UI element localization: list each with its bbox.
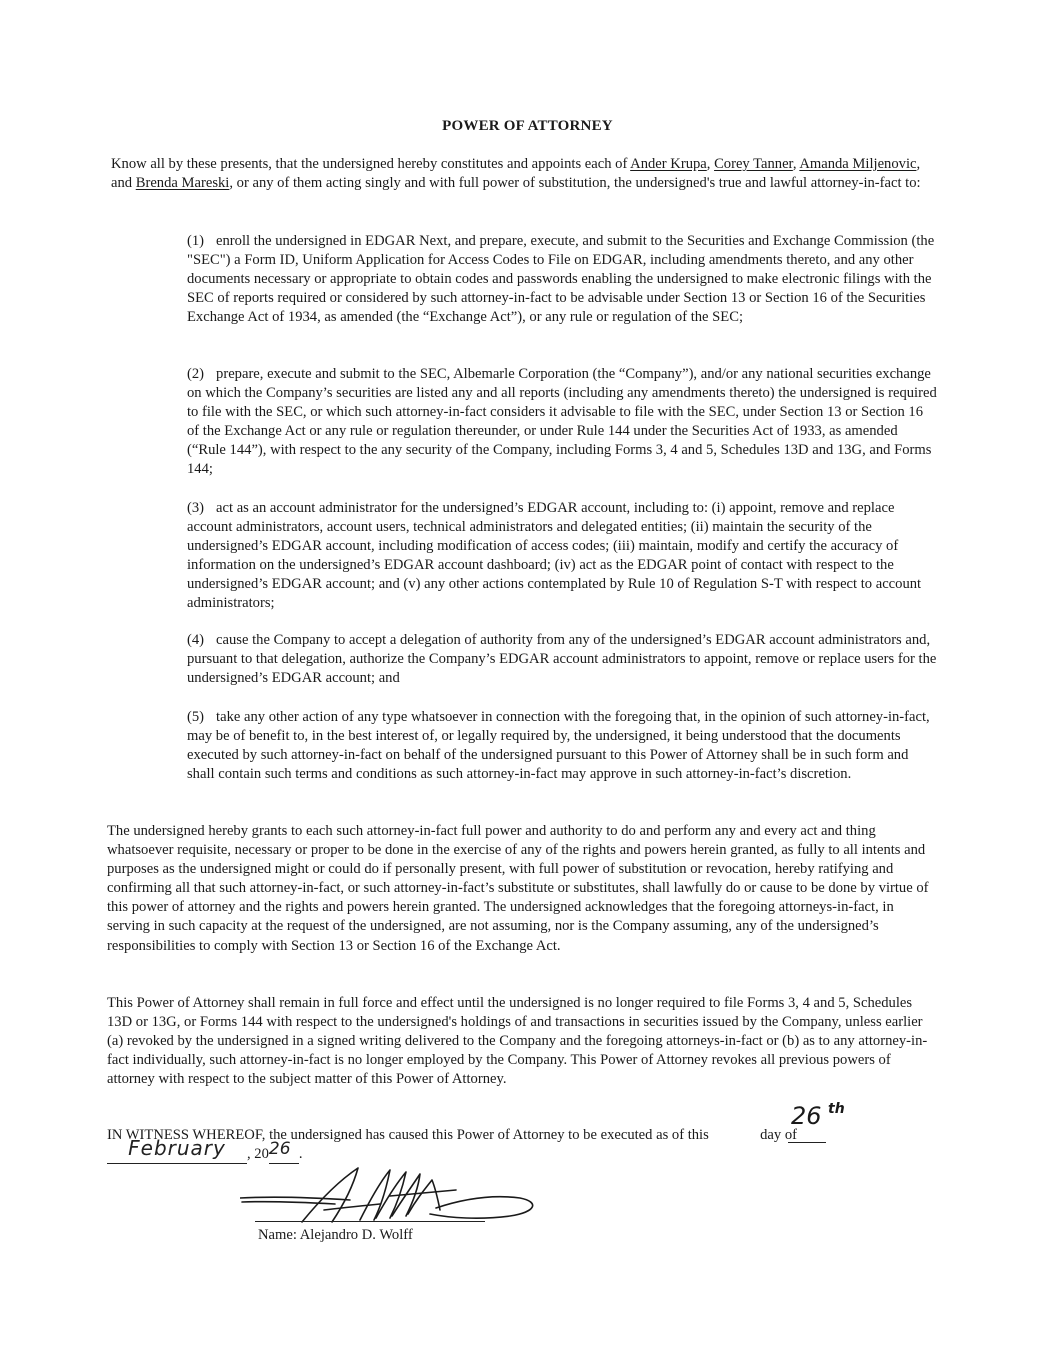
attorney-name-3: Amanda Miljenovic: [799, 156, 917, 172]
handwritten-month: February: [128, 1136, 226, 1160]
handwritten-day: 26: [791, 1102, 822, 1130]
intro-text-start: Know all by these presents, that the undersigned hereby constitutes and appoints each of: [111, 156, 631, 172]
item-text: take any other action of any type whatsoever in connection with the foregoing that, in the opinion of such attorney-in-fact, may be of benefit to, in the best interest of, or legally required by, the undersigned, it being understood that the documents executed by such attorney-in-fact on behalf of the undersigned pursuant to this Power of Attorney shall be in such form and shall contain such terms and conditions as such attorney-in-fact may approve in such attorney-in-fact’s discretion.: [187, 709, 930, 783]
attorney-name-2: Corey Tanner: [714, 156, 793, 172]
item-text: act as an account administrator for the undersigned’s EDGAR account, including to: (i) appoint, remove and replace account administrators, account users, technical administrators and delegated entities; (ii) maintain the security of the undersigned’s EDGAR account, including modification of access codes; (iii) maintain, modify and certify the accuracy of information on the undersigned’s EDGAR account dashboard; (iv) act as the EDGAR point of contact with respect to the undersigned’s EDGAR account; and (v) any other actions contemplated by Rule 10 of Regulation S-T with respect to account administrators;: [187, 500, 922, 612]
attorney-name-1: Ander Krupa: [630, 156, 707, 172]
item-text: prepare, execute and submit to the SEC, Albemarle Corporation (the “Company”), and/or any national securities exchange on which the Company’s securities are listed any and all reports (including any amendments thereto) the undersigned is required to file with the SEC, or which such attorney-in-fact considers it advisable to file with the SEC, under Section 13 or Section 16 of the Exchange Act or any rule or regulation thereunder, or under Rule 144 under the Securities Act of 1933, as amended (“Rule 144”), with respect to the any security of the Company, including Forms 3, 4 and 5, Schedules 13D and 13G, and Forms 144;: [187, 366, 937, 478]
item-number: (3): [187, 500, 205, 516]
year-suffix: .: [298, 1145, 303, 1162]
intro-sep: ,: [792, 156, 800, 172]
item-number: (5): [187, 709, 205, 725]
grant-paragraph: The undersigned hereby grants to each such attorney-in-fact full power and authority to do and perform any and every act and thing whatsoever requisite, necessary or proper to be done in the exercise of any of the rights and powers herein granted, as fully to all intents and purposes as the undersigned might or could do if personally present, with full power of substitution or revocation, hereby ratifying and confirming all that such attorney-in-fact, or such attorney-in-fact’s substitute or substitutes, shall lawfully do or cause to be done by virtue of this power of attorney and the rights and powers herein granted. The undersigned acknowledges that the foregoing attorneys-in-fact, in serving in such capacity at the request of the undersigned, are not assuming, nor is the Company assuming, any of the undersigned’s responsibilities to comply with Section 13 or Section 16 of the Exchange Act.: [107, 823, 929, 954]
power-item-3: [187, 499, 937, 614]
intro-sep: ,: [706, 156, 715, 172]
attorney-name-4: Brenda Mareski: [135, 175, 230, 192]
witness-text-after: day of: [756, 1127, 797, 1143]
month-blank: [107, 1136, 247, 1164]
document-title: POWER OF ATTORNEY: [442, 118, 613, 134]
power-item-5: [187, 708, 937, 784]
power-item-4: [187, 631, 937, 688]
signatory-name: Name: Alejandro D. Wolff: [258, 1227, 413, 1243]
power-item-2: [187, 365, 937, 480]
duration-paragraph: This Power of Attorney shall remain in full force and effect until the undersigned is no longer required to file Forms 3, 4 and 5, Schedules 13D or 13G, or Forms 144 with respect to the undersigned's holdings of and transactions in securities issued by the Company, unless earlier (a) revoked by the undersigned in a signed writing delivered to the Company and the foregoing attorneys-in-fact or (b) as to any attorney-in-fact individually, such attorney-in-fact is no longer employed by the Company. This Power of Attorney revokes all previous powers of attorney with respect to the subject matter of this Power of Attorney.: [107, 995, 928, 1088]
item-number: (4): [187, 632, 205, 648]
item-number: (1): [187, 233, 205, 249]
intro-sep: , and: [111, 156, 921, 192]
handwritten-day-suffix: th: [828, 1101, 845, 1117]
signature-line: [255, 1221, 485, 1222]
intro-text-end: , or any of them acting singly and with full power of substitution, the undersigned's true and lawful attorney-in-fact to:: [229, 175, 921, 192]
item-number: (2): [187, 366, 205, 382]
item-text: enroll the undersigned in EDGAR Next, and prepare, execute, and submit to the Securities and Exchange Commission (the "SEC") a Form ID, Uniform Application for Access Codes to File on EDGAR, including amendments thereto, and any other documents necessary or appropriate to obtain codes and passwords enabling the undersigned to make electronic filings with the SEC of reports required or considered by such attorney-in-fact to be advisable under Section 13 or Section 16 of the Securities Exchange Act of 1934, as amended (the “Exchange Act”), or any rule or regulation of the SEC;: [187, 233, 935, 326]
year-prefix: , 20: [247, 1145, 269, 1162]
item-text: cause the Company to accept a delegation of authority from any of the undersigned’s EDGAR account administrators and, pursuant to that delegation, authorize the Company’s EDGAR account administrators to appoint, remove or replace users for the undersigned’s EDGAR account; and: [187, 632, 937, 687]
intro-paragraph: [111, 155, 931, 193]
handwritten-year: 26: [268, 1139, 291, 1159]
power-item-1: [187, 232, 937, 327]
witness-text: IN WITNESS WHEREOF, the undersigned has caused this Power of Attorney to be executed as of this: [107, 1127, 713, 1143]
